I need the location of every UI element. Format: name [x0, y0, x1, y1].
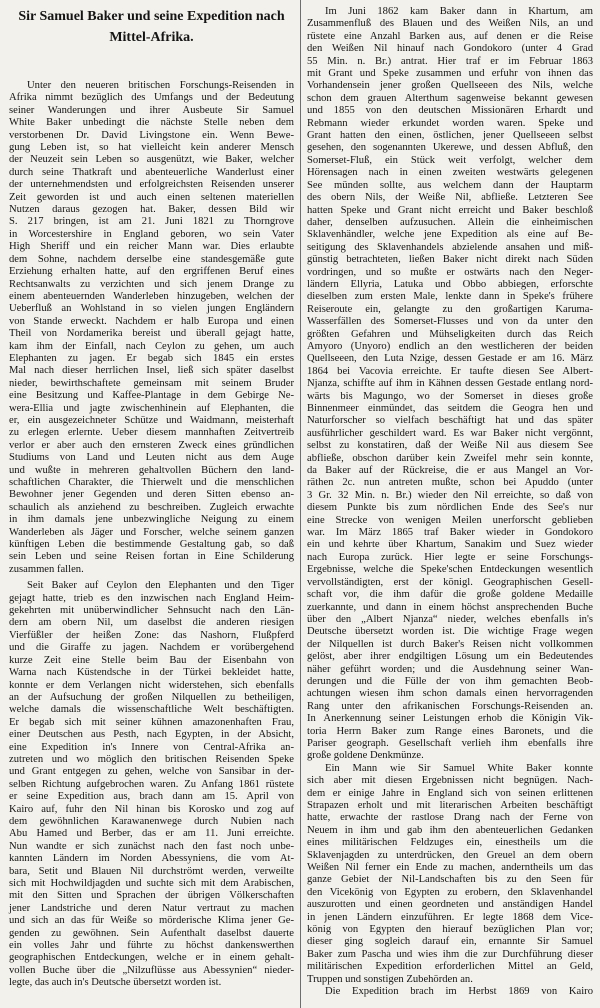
- text-line: 55 Min. n. Br.) antrat. Hier traf er im Februar 1863: [307, 55, 593, 67]
- text-line: Weißen Nil ferner ein Ende zu machen, anderntheils um das: [307, 862, 593, 874]
- text-line: kam ihm der Einfall, nach Ceylon zu gehen, um auch: [9, 340, 294, 352]
- text-line: Amyoro (Unyoro) endlich an den westlicheren der beiden: [307, 340, 593, 352]
- text-line: Grant hatten den einen, östlichen, jener Quellseeen selbst: [307, 130, 593, 142]
- text-line: nach Europa zurück. Hier legte er seine Forschungs-: [307, 551, 593, 563]
- text-line: toria Herrn Baker zum Range eines Baronets, und die: [307, 725, 593, 737]
- text-line: dieser ging sogleich darauf ein, ernannte Sir Samuel: [307, 936, 593, 948]
- text-line: vollen Buche über die „Nilzuflüsse aus Abessynien“ nieder-: [9, 964, 294, 976]
- text-line: schaft vor, die ihm dafür die große goldene Medaille: [307, 589, 593, 601]
- text-line: der unternehmendsten und erfolgreichsten Reisenden unserer: [9, 179, 294, 191]
- text-line: ländern Ellyria, Latuka und Obbo abbiegen, erforschte: [307, 278, 593, 290]
- text-line: Quellseeen, den Luta Nzige, dessen Gestade er am 16. März: [307, 353, 593, 365]
- text-line: Wanderleben als Jäger und Forscher, welche seinem ganzen: [9, 526, 294, 538]
- text-line: Theil von Nordamerika bereist und überall gejagt hatte,: [9, 328, 294, 340]
- text-line: hatten Speke und Grant nicht erreicht und Baker beschloß: [307, 204, 593, 216]
- text-line: er seine Expedition aus, brach dann am 15. April von: [9, 791, 294, 803]
- text-line: kurze Zeit eine Stelle beim Bau der Eisenbahn von: [9, 654, 294, 666]
- text-line: ein volles Jahr und führte zu höchst dankenswerthen: [9, 940, 294, 952]
- text-line: dem gewöhnlichen Karawanenwege durch Nubien nach: [9, 815, 294, 827]
- text-line: Unter den neueren britischen Forschungs-Reisenden in: [27, 80, 294, 91]
- text-line: seitigung des Sklavenhandels abzielende ansahen und miß-: [307, 241, 593, 253]
- paragraph: [9, 580, 294, 989]
- text-line: Er begab sich mit seiner kühnen amazonenhaften Frau,: [9, 716, 294, 728]
- text-line: High Sheriff und ein reicher Mann war. Dies erlaubte: [9, 241, 294, 253]
- text-line: Rechtsanwalts zu verzichten und sich jenem Drange zu: [9, 278, 294, 290]
- text-line: Baker zum Pascha und wies ihm die zur Durchführung dieser: [307, 948, 593, 960]
- text-line: da Baker auf der Rückreise, die er aus Mangel an Vor-: [307, 465, 593, 477]
- text-line: zutreten und wo möglich den britischen Reisenden Speke: [9, 753, 294, 765]
- text-line: Abu Hamed und Berber, das er am 11. Juni erreichte.: [9, 828, 294, 840]
- text-line: genden zu gewöhnen. Sein Aufenthalt daselbst dauerte: [9, 927, 294, 939]
- text-line: räthen 2c. nun antreten mußte, schon bei Apuddo (unter: [307, 477, 593, 489]
- text-line: Elephanten zu jagen. Er begab sich 1845 ein erstes: [9, 352, 294, 364]
- text-line: des obern Nils, der Weiße Nil, abfließe. Letzteren See: [307, 192, 593, 204]
- text-line: gejagt hatte, trieb es den inzwischen nach England Heim-: [9, 592, 294, 604]
- text-line: Ein Mann wie Sir Samuel White Baker konnte: [325, 762, 593, 774]
- text-line: jener Landstriche und deren Natur vertraut zu machen: [9, 902, 294, 914]
- text-line: in Worcestershire in England geboren, wo sein Vater: [9, 228, 294, 240]
- text-line: ganze Gebiet der Nil-Landschaften bis zu den Seen für: [307, 874, 593, 886]
- article-title-line: Mittel-Afrika.: [109, 30, 194, 45]
- text-line: Nun wandte er sich zunächst nach den fast noch unbe-: [9, 840, 294, 852]
- text-line: vordringen, und so mußte er ostwärts nach den Neger-: [307, 266, 593, 278]
- text-line: eine Expedition in's Innere von Central-Afrika an-: [9, 741, 294, 753]
- text-line: eine Besitzung und Kaffee-Plantage in dem Gebirge Ne-: [9, 390, 294, 402]
- article-title: [9, 6, 294, 48]
- text-line: Kairo auf, fuhr den Nil hinan bis Korosko und zog auf: [9, 803, 294, 815]
- text-line: Ergebnisse, welche die Speke'schen Entdeckungen wesentlich: [307, 564, 593, 576]
- text-line: von Stande erweckt. Nachdem er halb Europa und einen: [9, 315, 294, 327]
- text-line: kannten Ländern im Norden Abessyniens, die vom At-: [9, 853, 294, 865]
- text-line: bara, Setit und Blauen Nil durchströmt werden, verweilte: [9, 865, 294, 877]
- text-line: In Anerkennung seiner Leistungen erhob die Königin Vik-: [307, 713, 593, 725]
- text-line: Truppen und sonstigen Zubehörden an.: [307, 973, 473, 985]
- text-line: durch seine Thatkraft und abenteuerliche Wanderlust einer: [9, 166, 294, 178]
- text-line: näher geführt worden; und die Ausdehnung seiner Wan-: [307, 663, 593, 675]
- text-line: rüstete eine Anzahl Barken aus, auf denen er die Reise: [307, 30, 593, 42]
- text-line: Wasserfällen des Somerset-Flusses und von da unter den: [307, 316, 593, 328]
- text-line: und Grant entgegen zu gehen, welche von Sansibar in der-: [9, 766, 294, 778]
- text-line: verlor er aber auch den ernsteren Zweck eines gründlichen: [9, 439, 294, 451]
- text-line: er, ein ausgezeichneter Schütze und Waidmann, meisterhaft: [9, 414, 294, 426]
- text-line: Im Juni 1862 kam Baker dann in Khartum, am: [325, 6, 593, 17]
- text-line: und die Giraffe zu jagen. Nachdem er vorübergehend: [9, 642, 294, 654]
- text-line: Studiums von Land und Leuten nicht aus dem Auge: [9, 452, 294, 464]
- text-line: Rebmann wieder erkundet worden waren. Speke und: [307, 117, 593, 129]
- text-line: nieder, bewirthschaftete gemeinsam mit seinem Bruder: [9, 377, 294, 389]
- paragraph: [307, 763, 593, 986]
- text-line: günstig betrachteten, ließen Baker nicht direkt nach Süden: [307, 254, 593, 266]
- text-line: ein und kehrte über Khartum, Sanakim und Suez wieder: [307, 539, 593, 551]
- text-line: den Weißen Nil hinauf nach Gondokoro (unter 4 Grad: [307, 43, 593, 55]
- text-line: war. Im März 1865 traf Baker wieder in Gondokoro: [307, 527, 593, 539]
- text-line: Ueberfluß an Wohlstand in so vielen jungen Engländern: [9, 303, 294, 315]
- left-column: [9, 0, 294, 1008]
- paragraph: [307, 986, 593, 998]
- text-line: Njanza, schiffte auf ihm in Kähnen dessen Gestade entlang nord-: [307, 378, 593, 390]
- text-line: Seit Baker auf Ceylon den Elephanten und den Tiger: [27, 580, 294, 592]
- text-line: 1864 bei Vacovia erreichte. Er taufte diesen See Albert-: [307, 365, 593, 377]
- text-line: Binnenmeer einmündet, das seitdem die Geogra hen und: [307, 403, 593, 414]
- text-line: Pariser geograph. Gesellschaft verlieh ihm ebenfalls ihre: [307, 737, 593, 749]
- text-line: Mal nach dieser herrlichen Insel, ließ sich später daselbst: [9, 365, 294, 377]
- text-line: mit Grant und Speke zusammen und erfuhr von ihnen das: [307, 68, 593, 80]
- text-line: große goldene Denkmünze.: [307, 750, 424, 762]
- text-line: schon dem grauen Alterthum sagenweise bekannt gewesen: [307, 92, 593, 104]
- text-line: S. 217 bringen, ist am 21. Juni 1821 zu Thorngrove: [9, 216, 294, 228]
- right-column: [307, 6, 593, 999]
- text-line: welche damals die wissenschaftliche Welt beschäftigten.: [9, 704, 294, 716]
- text-line: vervollständigten, erst der königl. Geographischen Gesell-: [307, 576, 593, 588]
- text-line: und wußte in mehreren gehaltvollen Büchern den land-: [9, 464, 294, 476]
- text-line: White Baker unbedingt die nächste Stelle neben dem: [9, 117, 294, 129]
- text-line: selben Richtung aufgebrochen waren. Zu Anfang 1861 rüstete: [9, 778, 294, 790]
- text-line: einer Deutschen aus Pesth, nach Egypten, in der Absicht,: [9, 729, 294, 741]
- text-line: abfließe, obschon darüber kein Zweifel mehr sein konnte,: [307, 452, 593, 464]
- text-line: See münden sollte, aus welchem dann der Hauptarm: [307, 179, 593, 191]
- text-line: in ihm damals jene unbezwingliche Neigung zu einem: [9, 514, 294, 526]
- text-line: Vierfüßler der heißen Zone: das Nashorn, Flußpferd: [9, 629, 294, 641]
- left-column-body: [9, 80, 294, 990]
- paragraph: [307, 6, 593, 763]
- text-line: legte, das auch in's Deutsche übersetzt worden ist.: [9, 977, 222, 989]
- text-line: dern am obern Nil, um daselbst die anderen riesigen: [9, 617, 294, 629]
- text-line: Reiseroute ein, gelangte zu den großartigen Karuma-: [307, 303, 593, 315]
- text-line: den Vicekönig von Egypten zu erobern, den Sklavenhandel: [307, 886, 593, 898]
- text-line: künftigen Leben die bestimmende Gestaltung gab, so daß: [9, 539, 294, 551]
- text-line: Deutsche übersetzt worden ist. Die wichtige Frage wegen: [307, 626, 593, 638]
- text-line: Strapazen erholt und mit literarischen Arbeiten beschäftigt: [307, 800, 593, 811]
- text-line: ausführlicher geschildert ward. Es war Baker nicht vergönnt,: [307, 427, 593, 439]
- text-line: geographischen Entdeckungen, welche er in einem gehalt-: [9, 952, 294, 964]
- text-line: Warna nach Küstendsche in der Türkei bekleidet hatte,: [9, 667, 294, 679]
- text-line: eine Strecke von wenigen Meilen unerforscht geblieben: [307, 514, 593, 526]
- text-line: achtungen wiesen ihm schon damals einen hervorragenden: [307, 688, 593, 700]
- text-line: Hörensagen nach in einen zweiten westwärts gelegenen: [307, 167, 593, 179]
- text-line: Naturforscher so vielfach beschäftigt hat und das später: [307, 415, 593, 427]
- text-line: auszurotten und einen geordneten und anständigen Handel: [307, 899, 593, 911]
- text-line: Zusammenfluß des Blauen und des Weißen Nils, an und: [307, 18, 593, 30]
- text-line: in jenen Ländern einzuführen. Er legte 1868 dem Vice-: [307, 911, 593, 923]
- text-line: über den „Albert Njanza“ nieder, welches ebenfalls in's: [307, 613, 593, 625]
- text-line: gung Leben ist, so hat vielleicht kein anderer Mensch: [9, 142, 294, 154]
- text-line: wera-Ellia und jagte zwischenhinein auf Elephanten, die: [9, 402, 294, 414]
- text-line: Neuem in ihm und gab ihm den abenteuerlichen Gedanken: [307, 824, 593, 836]
- text-line: Rang unter den afrikanischen Forschungs-Reisenden an.: [307, 700, 593, 712]
- text-line: Sklavenjagden zu unterdrücken, den Greuel an dem obern: [307, 849, 593, 861]
- text-line: könig von Egypten den hierauf bezüglichen Plan vor;: [307, 924, 593, 936]
- text-line: derungen und die Fülle der von ihm gemachten Beob-: [307, 675, 593, 687]
- text-line: zusammen fallen.: [9, 563, 84, 575]
- text-line: Nutzen daraus gezogen hat. Baker, dessen Bild wir: [9, 204, 294, 216]
- text-line: sich aber mit diesen Ergebnissen nicht begnügen. Nach-: [307, 775, 593, 787]
- text-line: einem abenteuernden Wanderleben hinzugeben, welchen der: [9, 290, 294, 302]
- text-line: gesehen, den sogenannten Ukerewe, und dessen Abfluß, den: [307, 142, 593, 154]
- text-line: sein Leben und seine Reisen fortan in Eine Schilderung: [9, 551, 294, 563]
- text-line: seiner Wanderungen und ihrer Ausbeute Sir Samuel: [9, 104, 294, 116]
- text-line: Die Expedition brach im Herbst 1869 von Kairo: [325, 986, 593, 998]
- text-line: dem er einige Jahre in England sich von seinen erlittenen: [307, 787, 593, 799]
- text-line: Bewohner jener Gegenden und deren Sitten ebenso an-: [9, 489, 294, 501]
- text-line: schaulich als anziehend zu beschreiben. Zugleich erwachte: [9, 501, 294, 513]
- text-line: Vorhandensein jener großen Quellseeen des Nils, welche: [307, 80, 593, 92]
- text-line: daher, denselben aufzusuchen. Allein die einheimischen: [307, 216, 593, 228]
- text-line: selbst zu konstatiren, daß der Weiße Nil aus diesem See: [307, 440, 593, 452]
- text-line: größten Gefahren und Mühseligkeiten durch das Reich: [307, 328, 593, 340]
- text-line: Erziehung erhalten hatte, auf den ergriffenen Beruf eines: [9, 266, 294, 278]
- text-line: sich mit Hochwildjagden und suchte sich mit dem Arabischen,: [9, 878, 294, 889]
- text-line: an der Aufsuchung der großen Nilquellen zu betheiligen,: [9, 691, 294, 703]
- text-line: Sklavenhändler, welche jene Expedition als eine auf Be-: [307, 229, 593, 241]
- article-title-line: Sir Samuel Baker und seine Expedition nach: [18, 9, 285, 24]
- text-line: Zeit geworden ist und auch einen seltenen materiellen: [9, 191, 294, 203]
- text-line: der Nilquellen ist durch Baker's Reisen nicht vollkommen: [307, 638, 593, 650]
- text-line: gelöst, aber ihrer endgiltigen Lösung um ein Bedeutendes: [307, 651, 593, 663]
- column-divider: [300, 0, 301, 1008]
- text-line: zuerkannte, und dann in einem höchst ansprechenden Buche: [307, 601, 593, 613]
- text-line: eines militärischen Feldzuges ein, einestheils um die: [307, 837, 593, 849]
- text-line: mit den Sitten und Sprachen der übrigen Völkerschaften: [9, 890, 294, 902]
- text-line: militärischen Expedition erforderlichen Mittel an Geld,: [307, 961, 593, 973]
- text-line: der Neuzeit sein Leben so ausgenützt, wie Baker, welcher: [9, 154, 294, 166]
- text-line: gekehrten mit unüberwindlicher Sehnsucht nach den Län-: [9, 605, 294, 617]
- text-line: verstorbenen Dr. David Livingstone ein. Wenn Bewe-: [9, 129, 294, 141]
- text-line: dem Sohne, nachdem derselbe eine standesgemäße gute: [9, 253, 294, 265]
- text-line: hatte, erwachte der rastlose Drang nach der Ferne von: [307, 812, 593, 824]
- text-line: wärts bis Magungo, wo der Somerset in dieses große: [307, 390, 593, 402]
- text-line: 3 Gr. 32 Min. n. Br.) wieder den Nil erreichte, so daß von: [307, 489, 593, 501]
- text-line: zu erlegen erlernte. Ueber diesem mannhaften Zeitvertreib: [9, 427, 294, 439]
- text-line: konnte er dem Verlangen nicht widerstehen, sich ebenfalls: [9, 679, 294, 691]
- text-line: dieselben zum ersten Male, lenkte dann in Speke's frühere: [307, 291, 593, 303]
- text-line: Somerset-Fluß, ein Stück weit verfolgt, welcher dem: [307, 154, 593, 166]
- text-line: Afrika nimmt bezüglich des Umfangs und der Bedeutung: [9, 92, 294, 104]
- text-line: und sich an das für Weiße so mörderische Klima jener Ge-: [9, 915, 294, 927]
- text-line: diesem Punkte bis zum nördlichen Ende des See's nur: [307, 502, 593, 514]
- paragraph: [9, 80, 294, 576]
- text-line: schaftlichen Charakter, die Thierwelt und die menschlichen: [9, 477, 294, 488]
- text-line: und 1855 von den deutschen Missionären Erhardt und: [307, 105, 593, 117]
